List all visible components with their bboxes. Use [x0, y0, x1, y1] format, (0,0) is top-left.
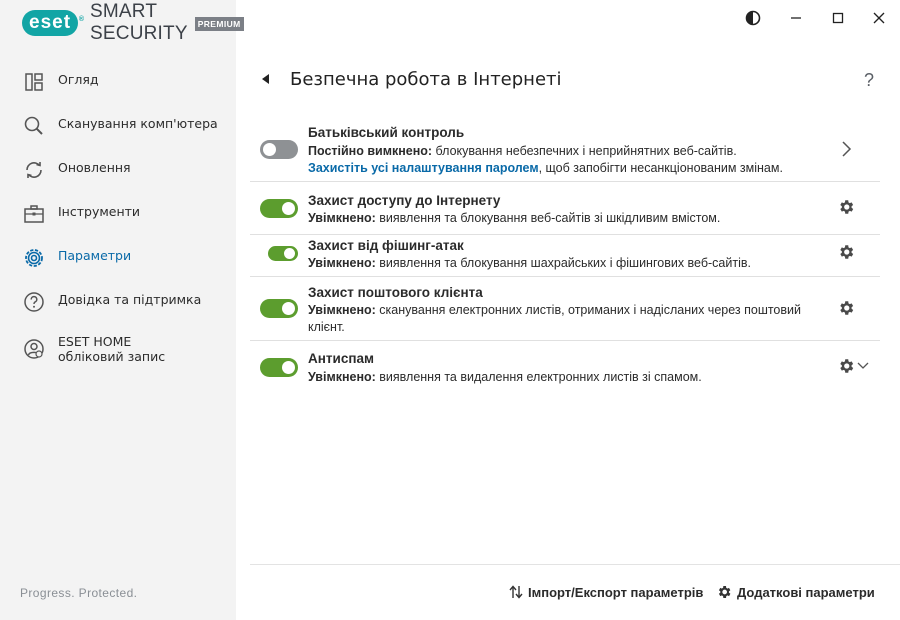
import-export-label: Імпорт/Експорт параметрів	[528, 584, 704, 600]
row-title: Захист поштового клієнта	[308, 285, 483, 300]
sidebar-item-label: Довідка та підтримка	[58, 292, 202, 307]
row-status: Увімкнено:	[308, 370, 376, 384]
row-desc-text: виявлення та блокування шахрайських і фішингових веб-сайтів.	[375, 256, 751, 270]
gear-icon[interactable]	[837, 198, 855, 216]
sidebar-item-label: Інструменти	[58, 204, 141, 219]
email-client-toggle[interactable]	[260, 299, 298, 318]
advanced-settings-button[interactable]	[716, 584, 875, 600]
row-desc-text: сканування електронних листів, отриманих і надісланих через поштовий клієнт.	[308, 303, 801, 334]
close-button[interactable]	[867, 6, 891, 30]
tools-icon	[22, 202, 46, 226]
back-arrow-icon[interactable]	[262, 74, 269, 84]
theme-toggle-button[interactable]	[741, 6, 765, 30]
gear-icon[interactable]	[837, 243, 855, 261]
row-description	[308, 210, 828, 227]
page-title: Безпечна робота в Інтернеті	[290, 69, 562, 90]
footer-divider	[250, 564, 900, 565]
update-icon	[22, 158, 46, 182]
row-status: Увімкнено:	[308, 211, 376, 225]
minimize-button[interactable]	[784, 6, 808, 30]
row-desc-text: виявлення та видалення електронних листів зі спамом.	[375, 370, 702, 384]
account-icon	[22, 337, 46, 361]
sidebar-item-tools[interactable]	[0, 202, 236, 226]
tagline: Progress. Protected.	[20, 586, 138, 600]
sidebar-item-overview[interactable]	[0, 70, 236, 94]
row-email-client	[250, 277, 880, 341]
gear-icon[interactable]	[837, 357, 855, 375]
row-description	[308, 143, 848, 177]
web-access-toggle[interactable]	[260, 199, 298, 218]
parental-control-toggle[interactable]	[260, 140, 298, 159]
row-status: Увімкнено:	[308, 256, 376, 270]
advanced-settings-label: Додаткові параметри	[737, 584, 875, 600]
chevron-right-icon[interactable]	[840, 140, 852, 158]
sidebar-item-eset-home[interactable]	[0, 332, 236, 364]
import-export-icon	[509, 584, 523, 600]
sidebar-item-update[interactable]	[0, 158, 236, 182]
gear-icon[interactable]	[837, 299, 855, 317]
import-export-button[interactable]	[509, 584, 703, 600]
row-web-access	[250, 182, 880, 234]
help-circle-icon	[22, 290, 46, 314]
row-description	[308, 255, 828, 272]
antispam-toggle[interactable]	[260, 358, 298, 377]
chevron-down-icon[interactable]	[857, 362, 869, 370]
row-title: Захист доступу до Інтернету	[308, 193, 501, 208]
overview-icon	[22, 70, 46, 94]
row-description	[308, 369, 828, 386]
logo-text: eset	[29, 12, 72, 33]
row-title: Захист від фішинг-атак	[308, 238, 464, 253]
contrast-icon	[745, 10, 761, 26]
gear-icon	[716, 584, 732, 600]
row-desc-text: блокування небезпечних і неприйнятних веб-сайтів.	[432, 144, 737, 158]
sidebar-item-label: Огляд	[58, 72, 99, 87]
row-description	[308, 302, 828, 336]
sidebar	[0, 0, 241, 620]
maximize-button[interactable]	[826, 6, 850, 30]
row-parental-control	[250, 118, 880, 182]
minimize-icon	[789, 11, 803, 25]
row-status: Увімкнено:	[308, 303, 376, 317]
edition-badge: PREMIUM	[195, 17, 244, 31]
password-protect-link[interactable]: Захистіть усі налаштування паролем	[308, 161, 539, 175]
scan-icon	[22, 114, 46, 138]
product-name: SMART SECURITY	[90, 1, 188, 44]
sidebar-item-label: Оновлення	[58, 160, 131, 175]
sidebar-item-label: Сканування комп'ютера	[58, 116, 218, 131]
row-title: Батьківський контроль	[308, 125, 465, 140]
sidebar-item-label: ESET HOME обліковий запис	[58, 334, 166, 364]
sidebar-item-help[interactable]	[0, 290, 236, 314]
settings-icon	[22, 246, 46, 270]
help-button[interactable]: ?	[864, 70, 875, 90]
anti-phishing-toggle[interactable]	[268, 246, 298, 261]
close-icon	[872, 11, 886, 25]
row-desc-text: виявлення та блокування веб-сайтів зі шкідливим вмістом.	[375, 211, 721, 225]
row-anti-phishing	[250, 235, 880, 277]
eset-logo	[22, 1, 244, 44]
row-status: Постійно вимкнено:	[308, 144, 433, 158]
row-antispam	[250, 341, 880, 393]
sidebar-item-scan[interactable]	[0, 114, 236, 138]
row-title: Антиспам	[308, 351, 374, 366]
sidebar-item-label: Параметри	[58, 248, 132, 263]
maximize-icon	[831, 11, 845, 25]
row-desc-suffix: , щоб запобігти несанкціонованим змінам.	[538, 161, 783, 175]
logo-badge: eset ®	[22, 10, 78, 36]
sidebar-item-settings[interactable]	[0, 246, 236, 270]
